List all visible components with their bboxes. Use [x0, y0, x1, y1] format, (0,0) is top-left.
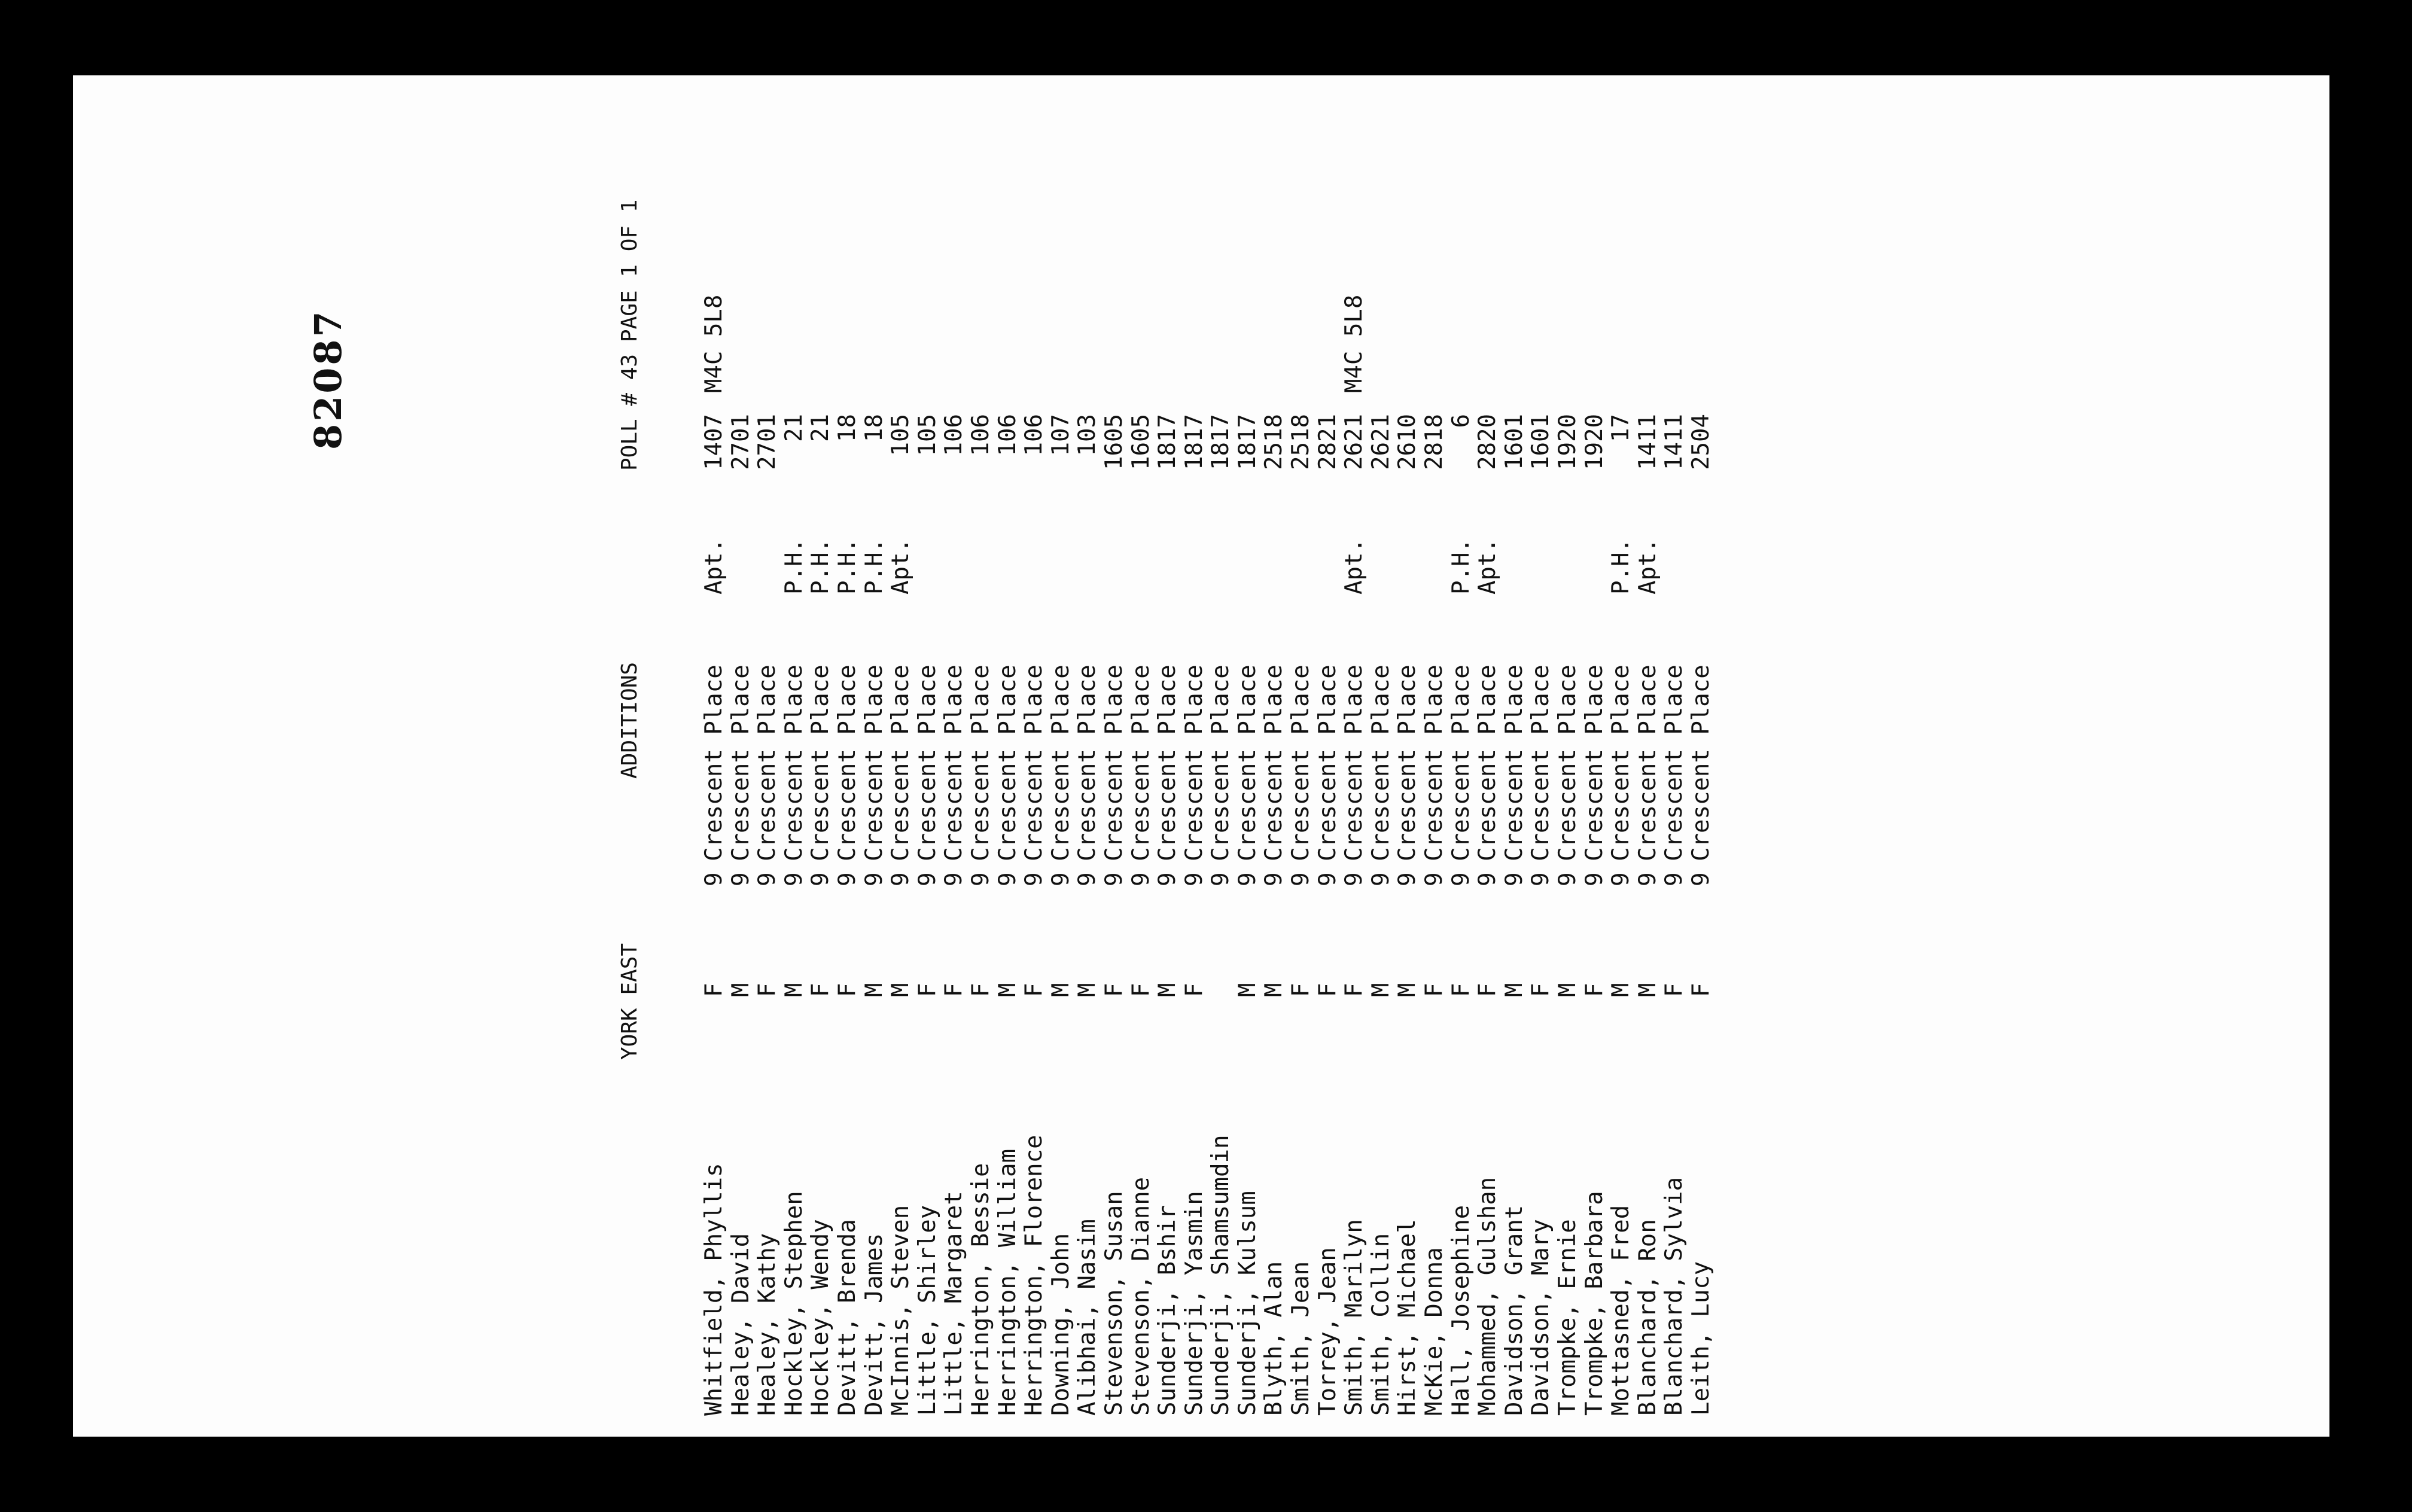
elector-sex: F: [833, 983, 861, 997]
unit-number: 106: [994, 414, 1021, 456]
elector-name: McInnis, Steven: [887, 1205, 915, 1416]
unit-number: 1411: [1661, 414, 1688, 470]
unit-number: 17: [1607, 414, 1635, 442]
unit-number: 6: [1447, 414, 1475, 428]
street-number: 9: [1421, 872, 1448, 886]
street-name: Crescent Place: [1661, 664, 1688, 861]
elector-sex: M: [1634, 983, 1661, 997]
elector-name: Hirst, Michael: [1394, 1219, 1421, 1416]
unit-type: Apt.: [1474, 538, 1502, 595]
elector-sex: F: [1687, 983, 1714, 997]
list-item: [995, 75, 1022, 1437]
street-name: Crescent Place: [1127, 664, 1155, 861]
street-number: 9: [1580, 872, 1608, 886]
list-title: ADDITIONS: [617, 662, 642, 779]
list-item: [1235, 75, 1262, 1437]
unit-number: 1920: [1554, 414, 1581, 470]
riding-name: YORK EAST: [617, 943, 642, 1060]
street-number: 9: [754, 872, 781, 886]
street-number: 9: [1474, 872, 1502, 886]
unit-number: 18: [833, 414, 861, 442]
elector-name: Blyth, Alan: [1260, 1261, 1288, 1416]
unit-type: P.H.: [860, 538, 888, 595]
elector-name: Herrington, Bessie: [967, 1163, 994, 1416]
street-name: Crescent Place: [1180, 664, 1208, 861]
street-name: Crescent Place: [1314, 664, 1341, 861]
elector-sex: F: [1341, 983, 1368, 997]
street-number: 9: [1234, 872, 1261, 886]
street-name: Crescent Place: [1260, 664, 1288, 861]
street-number: 9: [940, 872, 968, 886]
elector-name: Smith, Collin: [1367, 1233, 1394, 1416]
elector-sex: F: [913, 983, 941, 997]
elector-name: Stevenson, Dianne: [1127, 1176, 1155, 1416]
elector-name: Trompke, Ernie: [1554, 1219, 1581, 1416]
elector-sex: F: [807, 983, 835, 997]
street-number: 9: [967, 872, 994, 886]
street-name: Crescent Place: [701, 664, 727, 861]
voters-list-page: [73, 75, 2329, 1437]
street-number: 9: [913, 872, 941, 886]
unit-number: 21: [807, 414, 835, 442]
list-item: [1421, 75, 1448, 1437]
street-name: Crescent Place: [1234, 664, 1261, 861]
street-number: 9: [887, 872, 915, 886]
unit-number: 1601: [1527, 414, 1555, 470]
street-name: Crescent Place: [754, 664, 781, 861]
street-number: 9: [1260, 872, 1288, 886]
unit-number: 1817: [1180, 414, 1208, 470]
elector-sex: M: [1074, 983, 1101, 997]
list-item: [1315, 75, 1342, 1437]
unit-number: 18: [860, 414, 888, 442]
elector-sex: F: [1474, 983, 1502, 997]
elector-sex: F: [1287, 983, 1315, 997]
unit-number: 2504: [1687, 414, 1714, 470]
unit-type: Apt.: [701, 538, 727, 595]
unit-number: 105: [887, 414, 915, 456]
street-name: Crescent Place: [887, 664, 915, 861]
elector-sex: M: [1500, 983, 1528, 997]
list-item: [1048, 75, 1075, 1437]
street-number: 9: [1634, 872, 1661, 886]
list-item: [968, 75, 995, 1437]
street-name: Crescent Place: [1207, 664, 1235, 861]
elector-name: Hall, Josephine: [1447, 1205, 1475, 1416]
street-name: Crescent Place: [1607, 664, 1635, 861]
list-item: [754, 75, 781, 1437]
street-name: Crescent Place: [727, 664, 754, 861]
unit-number: 1601: [1500, 414, 1528, 470]
unit-number: 2621: [1367, 414, 1394, 470]
street-number: 9: [701, 872, 727, 886]
elector-sex: F: [1100, 983, 1128, 997]
unit-number: 1605: [1100, 414, 1128, 470]
elector-name: Alibhai, Nasim: [1074, 1219, 1101, 1416]
elector-sex: M: [887, 983, 915, 997]
elector-sex: M: [780, 983, 808, 997]
elector-name: Devitt, Brenda: [833, 1219, 861, 1416]
elector-name: Blanchard, Sylvia: [1661, 1176, 1688, 1416]
list-item: [808, 75, 835, 1437]
street-number: 9: [1500, 872, 1528, 886]
street-number: 9: [1341, 872, 1368, 886]
elector-sex: F: [1314, 983, 1341, 997]
elector-name: Smith, Jean: [1287, 1261, 1315, 1416]
elector-sex: F: [754, 983, 781, 997]
unit-number: 2820: [1474, 414, 1502, 470]
street-number: 9: [1154, 872, 1181, 886]
elector-name: Sunderji, Kulsum: [1234, 1191, 1261, 1416]
street-number: 9: [1180, 872, 1208, 886]
list-item: [1661, 75, 1688, 1437]
elector-name: Herrington, Florence: [1021, 1135, 1048, 1416]
elector-name: Sunderji, Bshir: [1154, 1205, 1181, 1416]
street-name: Crescent Place: [1474, 664, 1502, 861]
unit-number: 2701: [754, 414, 781, 470]
unit-number: 103: [1074, 414, 1101, 456]
unit-number: 107: [1047, 414, 1074, 456]
unit-number: 106: [940, 414, 968, 456]
elector-sex: F: [1580, 983, 1608, 997]
elector-sex: F: [1447, 983, 1475, 997]
elector-sex: M: [1554, 983, 1581, 997]
street-number: 9: [807, 872, 835, 886]
list-item: [1475, 75, 1502, 1437]
page-indicator: PAGE 1 OF 1: [617, 199, 642, 342]
list-item: [1261, 75, 1288, 1437]
unit-type: P.H.: [780, 538, 808, 595]
street-name: Crescent Place: [1500, 664, 1528, 861]
street-name: Crescent Place: [1074, 664, 1101, 861]
unit-number: 1817: [1154, 414, 1181, 470]
street-name: Crescent Place: [1527, 664, 1555, 861]
street-number: 9: [1074, 872, 1101, 886]
unit-number: 1411: [1634, 414, 1661, 470]
elector-name: Little, Margaret: [940, 1191, 968, 1416]
street-number: 9: [1287, 872, 1315, 886]
unit-number: 106: [1021, 414, 1048, 456]
elector-name: McKie, Donna: [1421, 1247, 1448, 1416]
street-name: Crescent Place: [1341, 664, 1368, 861]
unit-number: 2518: [1260, 414, 1288, 470]
list-item: [1101, 75, 1128, 1437]
postal-code: M4C 5L8: [701, 294, 727, 393]
elector-name: Trompke, Barbara: [1580, 1191, 1608, 1416]
unit-type: Apt.: [887, 538, 915, 595]
street-name: Crescent Place: [967, 664, 994, 861]
list-item: [1394, 75, 1421, 1437]
unit-number: 2701: [727, 414, 754, 470]
street-number: 9: [994, 872, 1021, 886]
unit-number: 1817: [1234, 414, 1261, 470]
elector-name: Davidson, Mary: [1527, 1219, 1555, 1416]
street-name: Crescent Place: [1367, 664, 1394, 861]
street-number: 9: [1207, 872, 1235, 886]
elector-sex: F: [1021, 983, 1048, 997]
street-number: 9: [1687, 872, 1714, 886]
unit-number: 1605: [1127, 414, 1155, 470]
unit-number: 2621: [1341, 414, 1368, 470]
elector-name: Leith, Lucy: [1687, 1261, 1714, 1416]
street-number: 9: [1554, 872, 1581, 886]
street-name: Crescent Place: [780, 664, 808, 861]
list-item: [1688, 75, 1715, 1437]
street-name: Crescent Place: [1687, 664, 1714, 861]
street-number: 9: [860, 872, 888, 886]
elector-name: Sunderji, Yasmin: [1180, 1191, 1208, 1416]
elector-sex: F: [940, 983, 968, 997]
list-item: [888, 75, 915, 1437]
elector-name: Healey, Kathy: [754, 1233, 781, 1416]
elector-name: Davidson, Grant: [1500, 1205, 1528, 1416]
elector-sex: M: [860, 983, 888, 997]
unit-number: 1920: [1580, 414, 1608, 470]
list-item: [1555, 75, 1582, 1437]
street-name: Crescent Place: [860, 664, 888, 861]
unit-type: Apt.: [1634, 538, 1661, 595]
postal-code: M4C 5L8: [1341, 294, 1368, 393]
street-name: Crescent Place: [1554, 664, 1581, 861]
elector-list: [701, 75, 1715, 1437]
street-name: Crescent Place: [940, 664, 968, 861]
list-item: [861, 75, 888, 1437]
street-number: 9: [1527, 872, 1555, 886]
list-item: [728, 75, 755, 1437]
elector-name: Whitfield, Phyllis: [701, 1163, 727, 1416]
elector-sex: M: [1367, 983, 1394, 997]
list-item: [781, 75, 808, 1437]
elector-name: Torrey, Jean: [1314, 1247, 1341, 1416]
elector-name: Mottasned, Fred: [1607, 1205, 1635, 1416]
list-item: [1155, 75, 1181, 1437]
street-number: 9: [1394, 872, 1421, 886]
street-number: 9: [1314, 872, 1341, 886]
list-item: [1608, 75, 1635, 1437]
street-name: Crescent Place: [1580, 664, 1608, 861]
elector-sex: M: [1234, 983, 1261, 997]
elector-name: Sunderji, Shamsumdin: [1207, 1135, 1235, 1416]
street-number: 9: [1661, 872, 1688, 886]
elector-name: Mohammed, Gulshan: [1474, 1176, 1502, 1416]
elector-name: Hockley, Wendy: [807, 1219, 835, 1416]
list-item: [1021, 75, 1048, 1437]
unit-number: 1817: [1207, 414, 1235, 470]
elector-sex: M: [1260, 983, 1288, 997]
street-name: Crescent Place: [1100, 664, 1128, 861]
street-name: Crescent Place: [1447, 664, 1475, 861]
unit-type: Apt.: [1341, 538, 1368, 595]
list-item: [1181, 75, 1208, 1437]
unit-number: 2610: [1394, 414, 1421, 470]
street-number: 9: [1607, 872, 1635, 886]
street-name: Crescent Place: [833, 664, 861, 861]
street-name: Crescent Place: [1047, 664, 1074, 861]
list-item: [835, 75, 861, 1437]
unit-number: 2518: [1287, 414, 1315, 470]
elector-name: Devitt, James: [860, 1233, 888, 1416]
elector-name: Herrington, William: [994, 1148, 1021, 1416]
street-name: Crescent Place: [1021, 664, 1048, 861]
elector-sex: M: [994, 983, 1021, 997]
street-number: 9: [780, 872, 808, 886]
street-name: Crescent Place: [1394, 664, 1421, 861]
list-item: [1288, 75, 1315, 1437]
unit-type: P.H.: [807, 538, 835, 595]
list-item: [1502, 75, 1528, 1437]
elector-sex: M: [727, 983, 754, 997]
list-item: [1448, 75, 1475, 1437]
elector-sex: F: [1180, 983, 1208, 997]
unit-number: 2818: [1421, 414, 1448, 470]
elector-name: Smith, Marilyn: [1341, 1219, 1368, 1416]
elector-name: Blanchard, Ron: [1634, 1219, 1661, 1416]
list-item: [1074, 75, 1101, 1437]
street-name: Crescent Place: [1154, 664, 1181, 861]
elector-sex: M: [1607, 983, 1635, 997]
list-item: [915, 75, 942, 1437]
elector-sex: F: [967, 983, 994, 997]
street-number: 9: [1367, 872, 1394, 886]
elector-sex: M: [1154, 983, 1181, 997]
unit-type: P.H.: [1607, 538, 1635, 595]
document-number-stamp: 82087: [306, 309, 350, 450]
elector-name: Healey, David: [727, 1233, 754, 1416]
elector-name: Little, Shirley: [913, 1205, 941, 1416]
elector-name: Stevenson, Susan: [1100, 1191, 1128, 1416]
street-number: 9: [727, 872, 754, 886]
unit-number: 2821: [1314, 414, 1341, 470]
list-item: [701, 75, 728, 1437]
unit-number: 21: [780, 414, 808, 442]
street-number: 9: [1100, 872, 1128, 886]
unit-number: 1407: [701, 414, 727, 470]
elector-sex: F: [1421, 983, 1448, 997]
list-item: [1528, 75, 1555, 1437]
document-sheet: [73, 75, 2329, 1437]
elector-sex: F: [701, 983, 727, 997]
street-name: Crescent Place: [1421, 664, 1448, 861]
street-number: 9: [833, 872, 861, 886]
elector-name: Hockley, Stephen: [780, 1191, 808, 1416]
list-item: [1368, 75, 1395, 1437]
street-name: Crescent Place: [807, 664, 835, 861]
street-name: Crescent Place: [913, 664, 941, 861]
street-number: 9: [1447, 872, 1475, 886]
list-item: [1635, 75, 1662, 1437]
elector-name: Downing, John: [1047, 1233, 1074, 1416]
list-item: [1208, 75, 1235, 1437]
list-item: [1582, 75, 1609, 1437]
elector-sex: F: [1127, 983, 1155, 997]
poll-number: POLL # 43: [617, 353, 642, 471]
elector-sex: F: [1527, 983, 1555, 997]
elector-sex: F: [1661, 983, 1688, 997]
unit-number: 105: [913, 414, 941, 456]
elector-sex: M: [1394, 983, 1421, 997]
street-number: 9: [1127, 872, 1155, 886]
list-item: [941, 75, 968, 1437]
street-name: Crescent Place: [994, 664, 1021, 861]
list-item: [1341, 75, 1368, 1437]
list-item: [1128, 75, 1155, 1437]
street-name: Crescent Place: [1634, 664, 1661, 861]
unit-type: P.H.: [1447, 538, 1475, 595]
street-name: Crescent Place: [1287, 664, 1315, 861]
unit-number: 106: [967, 414, 994, 456]
unit-type: P.H.: [833, 538, 861, 595]
street-number: 9: [1047, 872, 1074, 886]
elector-sex: M: [1047, 983, 1074, 997]
street-number: 9: [1021, 872, 1048, 886]
